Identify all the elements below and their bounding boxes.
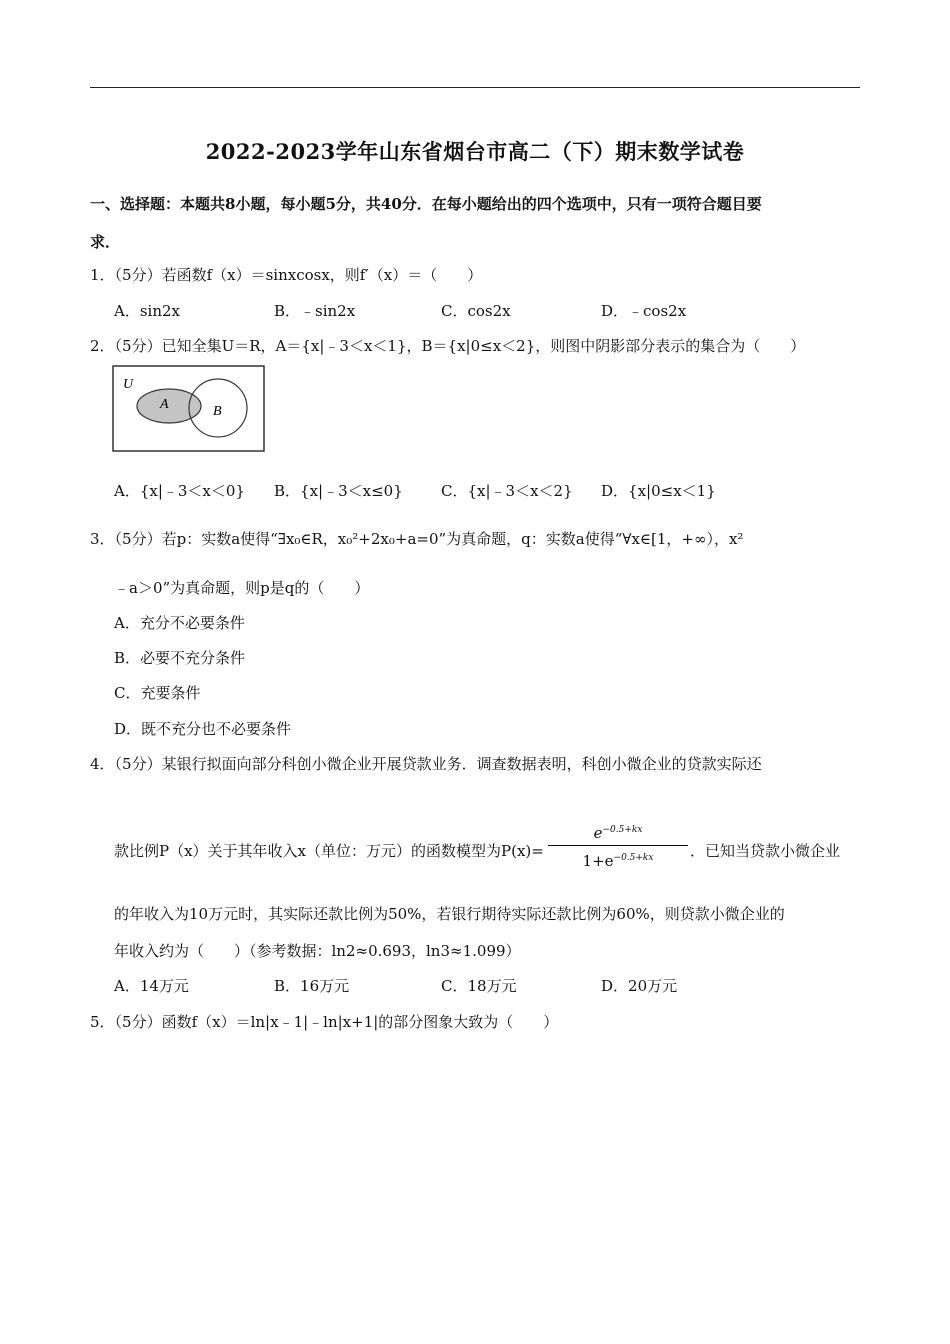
question-3-option-a[interactable]: A．充分不必要条件: [114, 614, 245, 632]
formula-numerator: $e^{-0.5+kx}$: [593, 824, 643, 842]
question-3-stem-line1: 3．（5分）若p：实数a使得“∃x₀∈R，x₀²+2x₀+a=0”为真命题，q：实数a使得“∀x∈[1，+∞），x²: [90, 530, 744, 548]
header-rule: [90, 87, 860, 88]
question-1-option-d[interactable]: D．﹣cos2x: [601, 302, 687, 320]
probability-formula: [548, 820, 688, 871]
set-a-label: A: [160, 397, 169, 412]
section-heading-line1: 一、选择题：本题共8小题，每小题5分，共40分．在每小题给出的四个选项中，只有一项符合题目要: [90, 195, 762, 213]
question-4-stem-line2-end: ．已知当贷款小微企业: [690, 842, 841, 860]
question-1-stem: 1．（5分）若函数f（x）＝sinxcosx，则f′（x）＝（ ）: [90, 266, 483, 284]
formula-denominator: $1+e^{-0.5+kx}$: [582, 852, 654, 870]
question-2-stem: 2．（5分）已知全集U＝R，A＝{x|﹣3＜x＜1}，B＝{x|0≤x＜2}，则图中阴影部分表示的集合为（ ）: [90, 337, 806, 355]
question-3-option-c[interactable]: C．充要条件: [114, 684, 201, 702]
set-a-shaded-ellipse: [137, 389, 201, 423]
question-4-stem-line1: 4．（5分）某银行拟面向部分科创小微企业开展贷款业务．调查数据表明，科创小微企业的贷款实际还: [90, 755, 762, 773]
page-title: 2022-2023学年山东省烟台市高二（下）期末数学试卷: [205, 139, 745, 164]
section-heading-line2: 求．: [90, 233, 121, 251]
question-2-option-c[interactable]: C．{x|﹣3＜x＜2}: [441, 482, 573, 500]
fraction-bar: [548, 845, 688, 846]
question-2-option-a[interactable]: A．{x|﹣3＜x＜0}: [114, 482, 245, 500]
question-1-option-b[interactable]: B．﹣sin2x: [274, 302, 356, 320]
question-3-option-b[interactable]: B．必要不充分条件: [114, 649, 246, 667]
question-1-option-c[interactable]: C．cos2x: [441, 302, 511, 320]
question-2-option-b[interactable]: B．{x|﹣3＜x≤0}: [274, 482, 403, 500]
question-3-option-d[interactable]: D．既不充分也不必要条件: [114, 720, 292, 738]
question-2-option-d[interactable]: D．{x|0≤x＜1}: [601, 482, 716, 500]
question-1-option-a[interactable]: A．sin2x: [114, 302, 180, 320]
question-3-stem-line2: ﹣a＞0”为真命题，则p是q的（ ）: [114, 579, 370, 597]
question-4-option-d[interactable]: D．20万元: [601, 977, 678, 995]
question-4-stem-line4: 年收入约为（ ）（参考数据：ln2≈0.693，ln3≈1.099）: [114, 942, 521, 960]
question-4-stem-line3: 的年收入为10万元时，其实际还款比例为50%，若银行期待实际还款比例为60%，则贷款小微企业的: [114, 905, 785, 923]
venn-diagram: [112, 365, 268, 455]
question-4-option-c[interactable]: C．18万元: [441, 977, 517, 995]
universal-set-label: U: [123, 377, 134, 392]
question-4-option-a[interactable]: A．14万元: [114, 977, 189, 995]
question-4-option-b[interactable]: B．16万元: [274, 977, 350, 995]
question-5-stem: 5．（5分）函数f（x）＝ln|x﹣1|﹣ln|x+1|的部分图象大致为（ ）: [90, 1013, 559, 1031]
question-4-stem-line2-start: 款比例P（x）关于其年收入x（单位：万元）的函数模型为P(x)=: [114, 842, 544, 860]
set-b-label: B: [213, 404, 222, 419]
